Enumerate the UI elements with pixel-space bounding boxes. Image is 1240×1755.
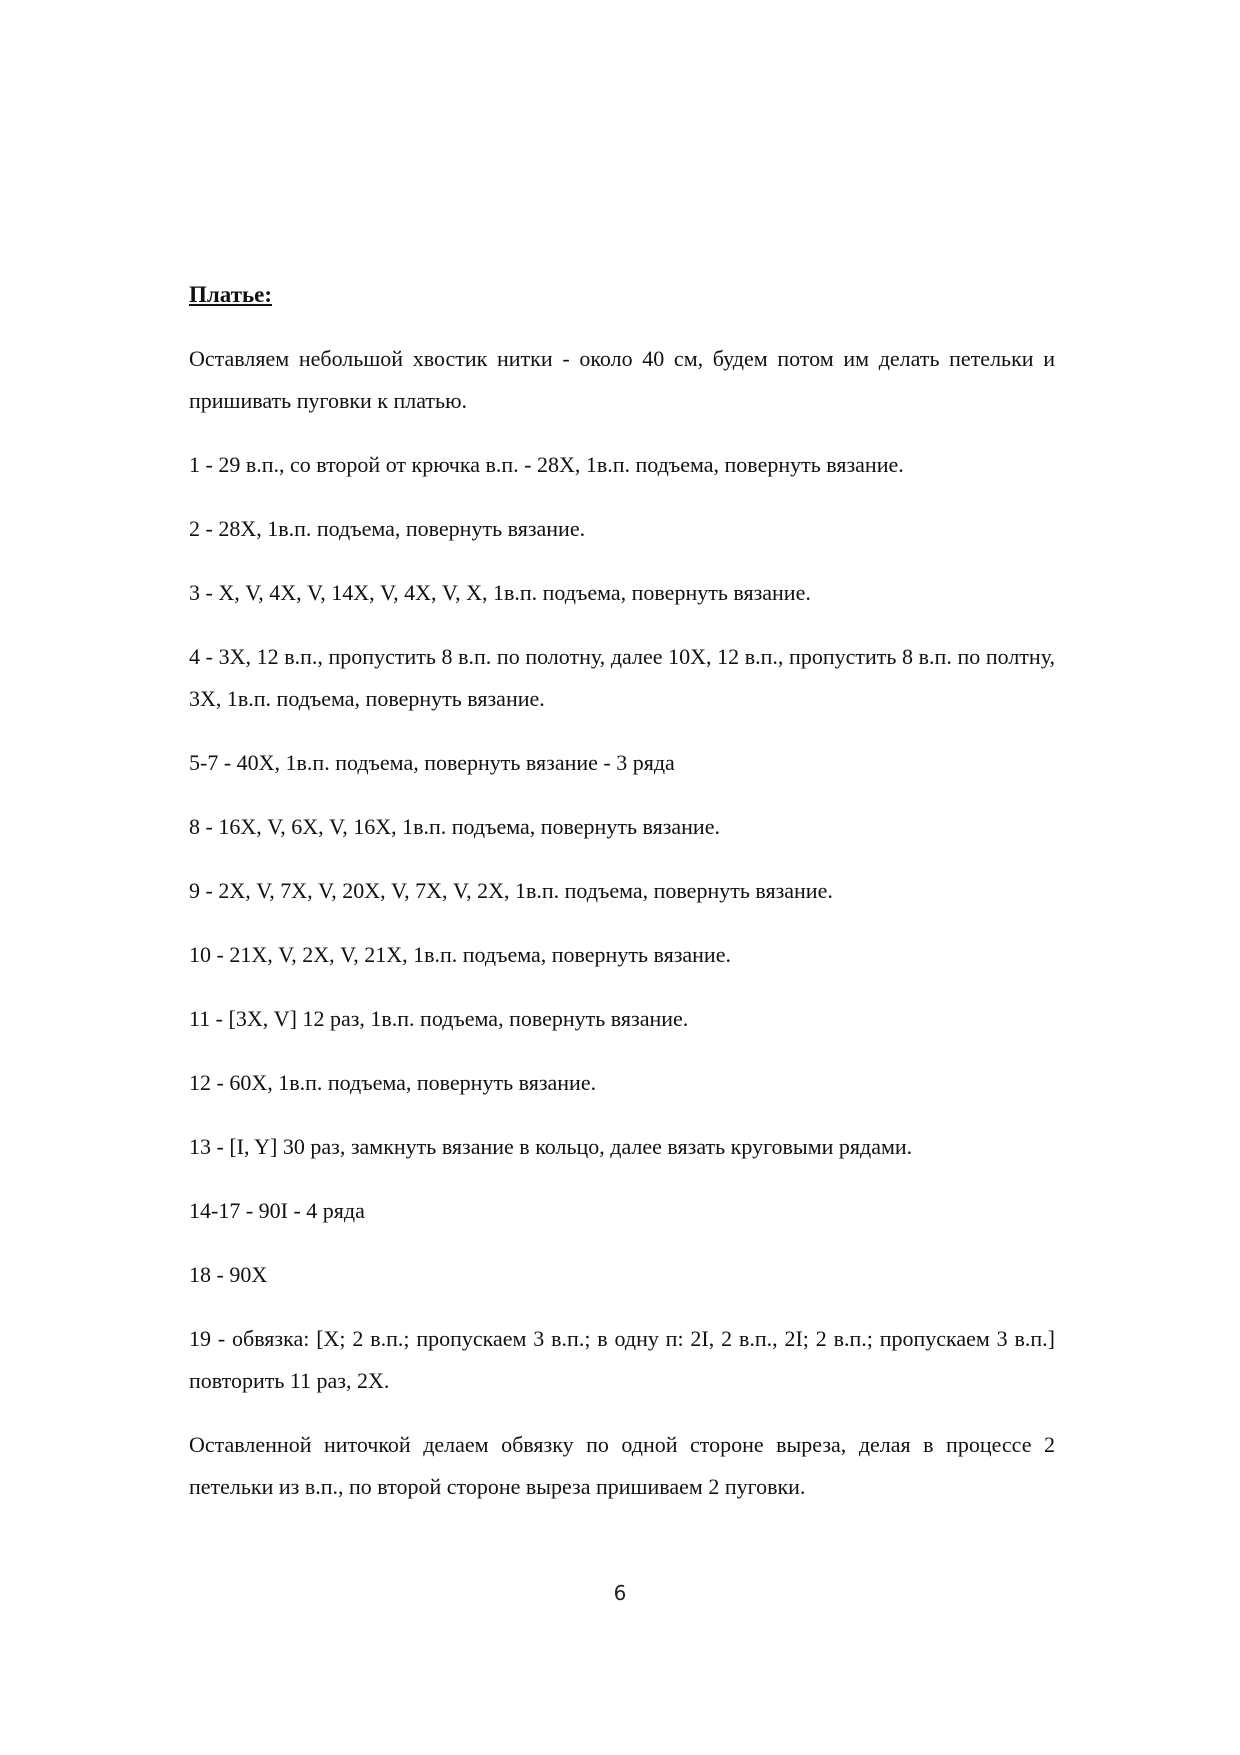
row-5-7-instruction: 5-7 - 40Х, 1в.п. подъема, повернуть вязание - 3 ряда (189, 750, 675, 775)
row-19-instruction: 19 - обвязка: [Х; 2 в.п.; пропускаем 3 в.п.; в одну п: 2I, 2 в.п., 2I; 2 в.п.; пропускаем 3 в.п.] повторить 11 раз, 2Х. (189, 1326, 1055, 1393)
row-10-instruction: 10 - 21Х, V, 2Х, V, 21Х, 1в.п. подъема, повернуть вязание. (189, 942, 731, 967)
section-heading: Платье: (189, 282, 273, 307)
intro-paragraph: Оставляем небольшой хвостик нитки - около 40 см, будем потом им делать петельки и пришивать пуговки к платью. (189, 346, 1055, 413)
row-14-17-instruction: 14-17 - 90I - 4 ряда (189, 1198, 365, 1223)
row-1-instruction: 1 - 29 в.п., со второй от крючка в.п. - 28Х, 1в.п. подъема, повернуть вязание. (189, 452, 904, 477)
page-content (189, 276, 1055, 1530)
row-11-instruction: 11 - [3Х, V] 12 раз, 1в.п. подъема, повернуть вязание. (189, 1006, 689, 1031)
row-4-instruction: 4 - 3Х, 12 в.п., пропустить 8 в.п. по полотну, далее 10Х, 12 в.п., пропустить 8 в.п. по полтну, 3Х, 1в.п. подъема, повернуть вязание. (189, 644, 1055, 711)
page-number: 6 (613, 1581, 627, 1605)
row-18-instruction: 18 - 90Х (189, 1262, 268, 1287)
closing-paragraph: Оставленной ниточкой делаем обвязку по одной стороне выреза, делая в процессе 2 петельки из в.п., по второй стороне выреза пришиваем 2 пуговки. (189, 1432, 1055, 1499)
row-8-instruction: 8 - 16Х, V, 6Х, V, 16Х, 1в.п. подъема, повернуть вязание. (189, 814, 720, 839)
row-9-instruction: 9 - 2Х, V, 7Х, V, 20Х, V, 7Х, V, 2Х, 1в.п. подъема, повернуть вязание. (189, 878, 833, 903)
row-12-instruction: 12 - 60Х, 1в.п. подъема, повернуть вязание. (189, 1070, 597, 1095)
row-3-instruction: 3 - Х, V, 4Х, V, 14Х, V, 4Х, V, Х, 1в.п. подъема, повернуть вязание. (189, 580, 811, 605)
row-13-instruction: 13 - [I, Y] 30 раз, замкнуть вязание в кольцо, далее вязать круговыми рядами. (189, 1134, 913, 1159)
row-2-instruction: 2 - 28Х, 1в.п. подъема, повернуть вязание. (189, 516, 586, 541)
